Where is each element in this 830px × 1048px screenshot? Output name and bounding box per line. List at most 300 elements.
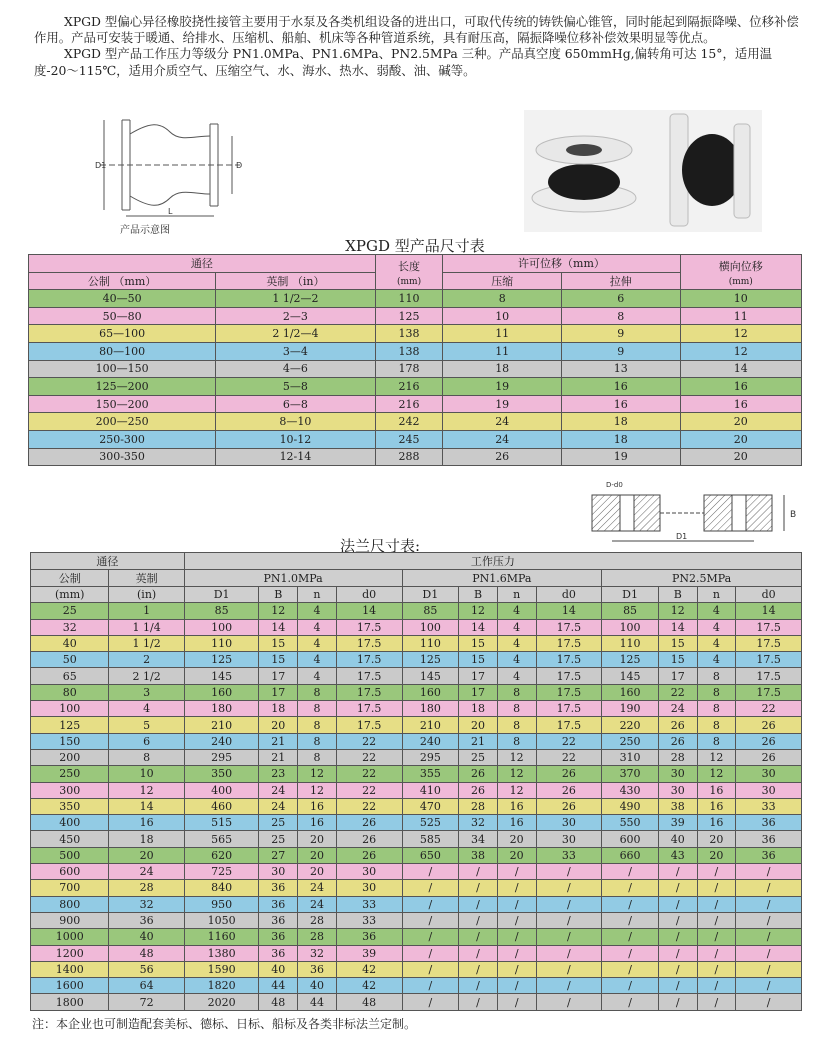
header-pn10: PN1.0MPa <box>184 570 402 587</box>
table-cell: 15 <box>459 635 498 651</box>
table-cell: 8 <box>497 733 536 749</box>
table-cell: 48 <box>109 945 184 961</box>
table-cell: / <box>459 880 498 896</box>
table-cell: 18 <box>561 413 680 431</box>
table-cell: 30 <box>658 782 697 798</box>
table-cell: 20 <box>697 831 736 847</box>
table-cell: 17.5 <box>536 619 602 635</box>
table-cell: 5 <box>109 717 184 733</box>
table-cell: 8 <box>697 717 736 733</box>
table-cell: 40—50 <box>29 290 216 308</box>
table-cell: 550 <box>602 815 659 831</box>
table-cell: 16 <box>561 378 680 396</box>
table-cell: 40 <box>259 961 298 977</box>
table-cell: 490 <box>602 798 659 814</box>
table-cell: 18 <box>443 360 562 378</box>
table-cell: 42 <box>336 961 402 977</box>
table-row <box>31 766 802 782</box>
table-cell: 24 <box>298 880 337 896</box>
table-cell: / <box>602 978 659 994</box>
header-displacement: 许可位移（mm） <box>443 255 680 273</box>
table-cell: 20 <box>680 413 801 431</box>
table-cell: 17.5 <box>336 701 402 717</box>
table-cell: 216 <box>375 378 443 396</box>
table-cell: 20 <box>680 448 801 466</box>
table-cell: 50—80 <box>29 307 216 325</box>
table-cell: 110 <box>375 290 443 308</box>
table-cell: 20 <box>298 831 337 847</box>
table-cell: / <box>402 880 459 896</box>
table-cell: 36 <box>736 815 802 831</box>
table-cell: 26 <box>736 733 802 749</box>
table-row <box>31 978 802 994</box>
table-cell: 355 <box>402 766 459 782</box>
flange-size-table <box>30 552 802 1011</box>
table-cell: 11 <box>443 342 562 360</box>
table-cell: 12 <box>109 782 184 798</box>
table-cell: 350 <box>31 798 109 814</box>
table-cell: 26 <box>336 815 402 831</box>
table-cell: 4 <box>298 635 337 651</box>
table-row <box>31 961 802 977</box>
table-cell: 17.5 <box>736 652 802 668</box>
table-cell: 26 <box>736 717 802 733</box>
table-cell: 80—100 <box>29 342 216 360</box>
table-cell: / <box>658 929 697 945</box>
header-sub-d1: D1 <box>602 587 659 603</box>
table-cell: 210 <box>402 717 459 733</box>
table-cell: / <box>658 896 697 912</box>
table-cell: 15 <box>259 652 298 668</box>
table-cell: 250 <box>602 733 659 749</box>
table-cell: / <box>536 880 602 896</box>
table-cell: / <box>736 912 802 928</box>
table-cell: / <box>736 896 802 912</box>
table-cell: 12 <box>459 603 498 619</box>
table-cell: 145 <box>184 668 259 684</box>
table-cell: 21 <box>259 749 298 765</box>
table-row <box>29 360 802 378</box>
table-cell: 14 <box>536 603 602 619</box>
table-cell: 470 <box>402 798 459 814</box>
table-cell: 32 <box>459 815 498 831</box>
table-row <box>31 635 802 651</box>
table-cell: 36 <box>259 912 298 928</box>
table-cell: 32 <box>298 945 337 961</box>
table-row <box>31 994 802 1010</box>
table-cell: 16 <box>298 815 337 831</box>
header-sub-n: n <box>697 587 736 603</box>
table-cell: 100—150 <box>29 360 216 378</box>
table-cell: 17.5 <box>736 619 802 635</box>
table-cell: 242 <box>375 413 443 431</box>
table-cell: / <box>697 961 736 977</box>
table-cell: 20 <box>680 430 801 448</box>
table-cell: 660 <box>602 847 659 863</box>
table-cell: 14 <box>109 798 184 814</box>
table-cell: 17.5 <box>536 652 602 668</box>
table-cell: 295 <box>402 749 459 765</box>
table-row <box>31 912 802 928</box>
table-cell: / <box>536 978 602 994</box>
header-inch: 英制 <box>109 570 184 587</box>
table-cell: 14 <box>736 603 802 619</box>
table-cell: 8 <box>298 684 337 700</box>
table-cell: 14 <box>259 619 298 635</box>
table-cell: 12 <box>497 749 536 765</box>
table-cell: 100 <box>402 619 459 635</box>
table-cell: 250-300 <box>29 430 216 448</box>
table-cell: 22 <box>536 749 602 765</box>
size-table-title: XPGD 型产品尺寸表 <box>345 237 485 255</box>
table-cell: 25 <box>459 749 498 765</box>
table-cell: / <box>402 864 459 880</box>
table-cell: 125 <box>402 652 459 668</box>
table-cell: / <box>536 896 602 912</box>
table-cell: 14 <box>680 360 801 378</box>
table-cell: 9 <box>561 342 680 360</box>
table-cell: 20 <box>259 717 298 733</box>
table-cell: 4—6 <box>216 360 376 378</box>
table-cell: 300 <box>31 782 109 798</box>
table-cell: 30 <box>536 815 602 831</box>
table-cell: 600 <box>602 831 659 847</box>
table-cell: 12 <box>497 766 536 782</box>
table-cell: 400 <box>184 782 259 798</box>
table-cell: / <box>536 912 602 928</box>
table-cell: 16 <box>497 798 536 814</box>
table-cell: 25 <box>31 603 109 619</box>
table-cell: / <box>459 864 498 880</box>
table-cell: 30 <box>536 831 602 847</box>
diagram-caption: 产品示意图 <box>120 225 170 236</box>
table-cell: 17.5 <box>336 684 402 700</box>
table-cell: 138 <box>375 325 443 343</box>
table-cell: 4 <box>298 668 337 684</box>
header-sub-n: n <box>298 587 337 603</box>
header-length: 长度 (mm) <box>375 255 443 290</box>
table-cell: / <box>536 945 602 961</box>
table-cell: 220 <box>602 717 659 733</box>
table-cell: 4 <box>109 701 184 717</box>
table-row <box>29 325 802 343</box>
table-cell: 36 <box>298 961 337 977</box>
table-cell: / <box>602 880 659 896</box>
table-cell: 24 <box>259 782 298 798</box>
table-cell: 1 <box>109 603 184 619</box>
header-inch: 英制 （in） <box>216 272 376 290</box>
table-row <box>31 733 802 749</box>
table-cell: 42 <box>336 978 402 994</box>
table-cell: / <box>736 961 802 977</box>
table-cell: / <box>658 864 697 880</box>
table-cell: 190 <box>602 701 659 717</box>
table-cell: 36 <box>259 945 298 961</box>
table-cell: / <box>459 994 498 1010</box>
table-cell: 565 <box>184 831 259 847</box>
table-cell: 14 <box>336 603 402 619</box>
header-extension: 拉伸 <box>561 272 680 290</box>
table-cell: / <box>602 945 659 961</box>
table-cell: 17.5 <box>336 668 402 684</box>
table-cell: 12 <box>298 766 337 782</box>
table-cell: 12 <box>680 325 801 343</box>
table-cell: / <box>736 880 802 896</box>
intro-paragraph-1: XPGD 型偏心异径橡胶挠性接管主要用于水泵及各类机组设备的进出口，可取代传统的铸铁偏心锥管，同时能起到隔振降噪、位移补偿作用。产品可安装于暖通、给排水、压缩机、船舶、机床等各种管道系统，具有耐压高，隔振降噪位移补偿效果明显等优点。 <box>34 14 799 46</box>
table-cell: 8 <box>497 717 536 733</box>
table-cell: 22 <box>336 798 402 814</box>
table-cell: 138 <box>375 342 443 360</box>
table-cell: / <box>697 896 736 912</box>
table-cell: / <box>697 978 736 994</box>
table-cell: 1400 <box>31 961 109 977</box>
table-cell: 17.5 <box>736 684 802 700</box>
table-cell: 125 <box>375 307 443 325</box>
table-cell: 21 <box>459 733 498 749</box>
table-cell: 245 <box>375 430 443 448</box>
table-cell: 12-14 <box>216 448 376 466</box>
table-row <box>31 880 802 896</box>
table-cell: 11 <box>680 307 801 325</box>
diagram-label-d1: D1 <box>95 161 107 170</box>
table-cell: 15 <box>459 652 498 668</box>
table-cell: 12 <box>259 603 298 619</box>
table-cell: / <box>658 961 697 977</box>
table-cell: 125 <box>31 717 109 733</box>
table-cell: 4 <box>497 603 536 619</box>
table-cell: 1590 <box>184 961 259 977</box>
header-metric: 公制 <box>31 570 109 587</box>
table-cell: 125—200 <box>29 378 216 396</box>
table-cell: 17.5 <box>536 701 602 717</box>
table-cell: 17.5 <box>336 717 402 733</box>
table-cell: / <box>459 912 498 928</box>
table-cell: 30 <box>259 864 298 880</box>
table-cell: / <box>536 994 602 1010</box>
table-cell: 3 <box>109 684 184 700</box>
table-row <box>31 945 802 961</box>
table-cell: / <box>497 945 536 961</box>
table-cell: / <box>602 994 659 1010</box>
table-cell: 65 <box>31 668 109 684</box>
table-cell: 40 <box>658 831 697 847</box>
table-cell: 80 <box>31 684 109 700</box>
table-cell: 19 <box>443 395 562 413</box>
table-cell: 950 <box>184 896 259 912</box>
table-cell: 1 1/2 <box>109 635 184 651</box>
flange-table-title: 法兰尺寸表: <box>340 537 421 555</box>
header-sub-b: B <box>259 587 298 603</box>
table-cell: 16 <box>680 378 801 396</box>
table-row <box>31 831 802 847</box>
table-cell: 4 <box>497 635 536 651</box>
table-cell: 36 <box>736 847 802 863</box>
table-cell: 310 <box>602 749 659 765</box>
table-cell: 430 <box>602 782 659 798</box>
table-cell: 26 <box>336 831 402 847</box>
table-cell: 525 <box>402 815 459 831</box>
table-cell: / <box>697 880 736 896</box>
table-cell: 180 <box>402 701 459 717</box>
table-cell: 12 <box>497 782 536 798</box>
table-cell: 450 <box>31 831 109 847</box>
header-bore: 通径 <box>31 553 185 570</box>
table-cell: 16 <box>680 395 801 413</box>
table-row <box>31 749 802 765</box>
table-cell: 725 <box>184 864 259 880</box>
table-cell: 8 <box>298 701 337 717</box>
product-size-table <box>28 254 802 466</box>
header-sub-d0: d0 <box>736 587 802 603</box>
header-sub-d1: D1 <box>184 587 259 603</box>
table-cell: 500 <box>31 847 109 863</box>
table-cell: / <box>459 896 498 912</box>
table-cell: 1050 <box>184 912 259 928</box>
table-cell: / <box>402 929 459 945</box>
table-cell: 12 <box>298 782 337 798</box>
table-cell: / <box>536 864 602 880</box>
table-cell: 24 <box>298 896 337 912</box>
table-cell: 15 <box>259 635 298 651</box>
table-row <box>31 701 802 717</box>
table-cell: 20 <box>109 847 184 863</box>
header-sub-b: B <box>658 587 697 603</box>
table-cell: 16 <box>561 395 680 413</box>
table-cell: 12 <box>658 603 697 619</box>
table-cell: / <box>459 945 498 961</box>
table-cell: 8 <box>697 701 736 717</box>
table-cell: 18 <box>459 701 498 717</box>
table-row <box>29 378 802 396</box>
table-cell: 26 <box>536 766 602 782</box>
table-cell: 28 <box>109 880 184 896</box>
table-cell: / <box>402 896 459 912</box>
table-row <box>29 290 802 308</box>
table-cell: 585 <box>402 831 459 847</box>
table-cell: / <box>497 978 536 994</box>
table-cell: 24 <box>109 864 184 880</box>
table-cell: 26 <box>536 798 602 814</box>
header-sub-d0: d0 <box>336 587 402 603</box>
table-cell: 900 <box>31 912 109 928</box>
table-cell: 32 <box>109 896 184 912</box>
table-cell: 17.5 <box>336 652 402 668</box>
table-cell: 216 <box>375 395 443 413</box>
table-row <box>31 717 802 733</box>
table-cell: 25 <box>259 831 298 847</box>
table-cell: 30 <box>736 782 802 798</box>
table-cell: 20 <box>497 831 536 847</box>
table-cell: 150—200 <box>29 395 216 413</box>
table-cell: 1820 <box>184 978 259 994</box>
table-cell: 10 <box>680 290 801 308</box>
table-cell: 26 <box>736 749 802 765</box>
table-cell: 1 1/2—2 <box>216 290 376 308</box>
table-cell: 30 <box>336 864 402 880</box>
table-cell: 40 <box>31 635 109 651</box>
table-cell: 8 <box>298 717 337 733</box>
table-row <box>29 342 802 360</box>
table-cell: 48 <box>336 994 402 1010</box>
header-in: (in) <box>109 587 184 603</box>
table-cell: 350 <box>184 766 259 782</box>
table-cell: 36 <box>259 929 298 945</box>
table-cell: 2—3 <box>216 307 376 325</box>
table-row <box>31 847 802 863</box>
table-cell: / <box>658 912 697 928</box>
table-cell: 250 <box>31 766 109 782</box>
table-cell: 620 <box>184 847 259 863</box>
table-cell: 8 <box>697 684 736 700</box>
table-cell: 800 <box>31 896 109 912</box>
table-cell: / <box>497 912 536 928</box>
table-cell: 56 <box>109 961 184 977</box>
table-cell: 26 <box>658 717 697 733</box>
table-cell: 24 <box>259 798 298 814</box>
table-cell: 370 <box>602 766 659 782</box>
table-cell: 6 <box>561 290 680 308</box>
table-cell: 85 <box>184 603 259 619</box>
table-cell: 17.5 <box>536 684 602 700</box>
table-cell: 180 <box>184 701 259 717</box>
table-cell: 400 <box>31 815 109 831</box>
table-row <box>31 864 802 880</box>
header-working-pressure: 工作压力 <box>184 553 801 570</box>
table-cell: 72 <box>109 994 184 1010</box>
table-cell: 4 <box>697 652 736 668</box>
table-cell: 515 <box>184 815 259 831</box>
table-cell: 1000 <box>31 929 109 945</box>
table-cell: 8 <box>109 749 184 765</box>
table-row <box>31 684 802 700</box>
table-cell: 17.5 <box>736 668 802 684</box>
table-cell: 17.5 <box>336 619 402 635</box>
table-cell: / <box>658 994 697 1010</box>
table-row <box>29 413 802 431</box>
table-cell: 300-350 <box>29 448 216 466</box>
table-cell: 14 <box>459 619 498 635</box>
table-cell: 17.5 <box>336 635 402 651</box>
table-cell: 22 <box>658 684 697 700</box>
table-cell: 200 <box>31 749 109 765</box>
table-cell: 33 <box>736 798 802 814</box>
table-cell: 85 <box>402 603 459 619</box>
table-cell: 4 <box>497 668 536 684</box>
table-cell: 17 <box>259 668 298 684</box>
flange-label-d0: D-d0 <box>606 481 623 489</box>
table-cell: 40 <box>109 929 184 945</box>
table-cell: 16 <box>697 782 736 798</box>
table-cell: 13 <box>561 360 680 378</box>
table-cell: 17 <box>658 668 697 684</box>
table-cell: / <box>658 978 697 994</box>
table-cell: 8 <box>697 733 736 749</box>
table-cell: 160 <box>402 684 459 700</box>
table-cell: 110 <box>184 635 259 651</box>
table-cell: 160 <box>602 684 659 700</box>
table-cell: / <box>459 978 498 994</box>
table-cell: 39 <box>658 815 697 831</box>
table-cell: / <box>602 961 659 977</box>
table-cell: 10 <box>443 307 562 325</box>
footnote: 注：本企业也可制造配套美标、德标、日标、船标及各类非标法兰定制。 <box>32 1017 417 1031</box>
table-cell: 26 <box>658 733 697 749</box>
table-cell: 2 <box>109 652 184 668</box>
table-row <box>29 448 802 466</box>
table-cell: / <box>497 864 536 880</box>
table-cell: 20 <box>459 717 498 733</box>
table-cell: 240 <box>184 733 259 749</box>
